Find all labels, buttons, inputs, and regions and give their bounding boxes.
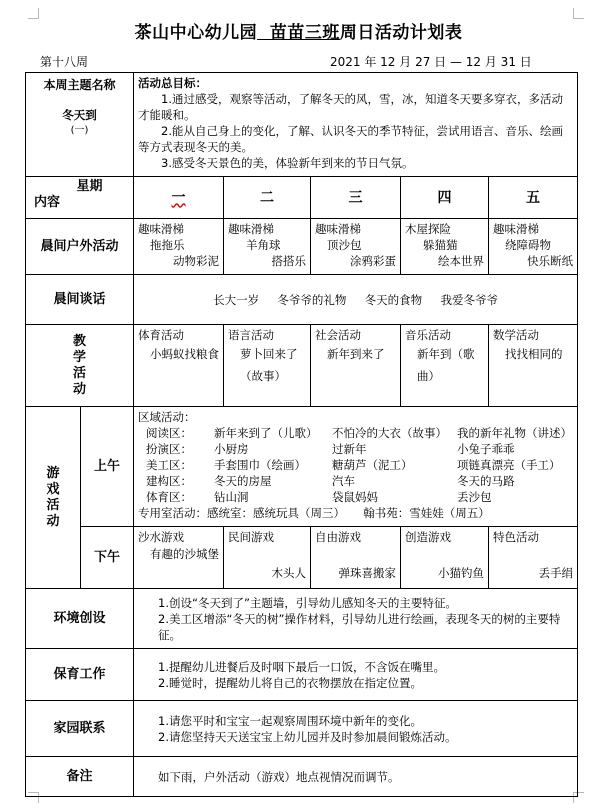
page-title [0,18,597,43]
plan-table [25,72,578,797]
care-content: 1.提醒幼儿进餐后及时咽下最后一口饭，不含饭在嘴里。 2.睡觉时，提醒幼儿将自己的衣物摆放在指定位置。 [134,649,578,701]
week-header-label [26,177,134,219]
region-row: 建构区： 冬天的房屋 汽车 冬天的马路 [146,474,515,488]
goal-item: 3.感受冬天景色的美，体验新年到来的节日气氛。 [161,156,414,170]
home-content: 1.请您平时和宝宝一起观察周围环境中新年的变化。 2.请您坚持天天送宝宝上幼儿园并及时参加晨间锻炼活动。 [134,701,578,757]
games-pm-label: 下午 [81,527,134,589]
environment-row [26,589,578,649]
outdoor-day-2: 趣味滑梯 羊角球 搭搭乐 [224,219,311,275]
header-top: 星期 [76,179,103,194]
care-label: 保育工作 [26,649,134,701]
theme-cell [26,73,134,177]
goal-item: 2.能从自己身上的变化，了解、认识冬天的季节特征，尝试用语言、音乐、绘画等方式表现冬天的美。 [138,124,563,154]
week-header-row [26,177,578,219]
pm-day-1: 沙水游戏 有趣的沙城堡 [134,527,224,589]
goals-cell [134,73,578,177]
region-activities [134,407,578,527]
morning-talk-text: 长大一岁 冬爷爷的礼物 冬天的食物 我爱冬爷爷 [134,275,578,325]
title-class: 苗苗三班 [269,23,340,43]
environment-label: 环境创设 [26,589,134,649]
pm-day-4: 创造游戏 小猫钓鱼 [401,527,489,589]
goal-item: 1.通过感受，观察等活动，了解冬天的风，雪，冰，知道冬天要多穿衣，多活动才能暖和。 [138,92,563,122]
pm-day-3: 自由游戏 弹珠喜搬家 [311,527,401,589]
games-pm-row [26,527,578,589]
special-room-activities: 专用室活动：感统室：感统玩具（周三） 翰书苑：雪娃娃（周五） [138,506,490,520]
outdoor-day-1: 趣味滑梯 拖拖乐 动物彩泥 [134,219,224,275]
teaching-row [26,325,578,407]
morning-talk-label: 晨间谈话 [26,275,134,325]
morning-outdoor-label: 晨间户外活动 [26,219,134,275]
home-label: 家园联系 [26,701,134,757]
teaching-day-1: 体育活动 小蚂蚁找粮食 [134,325,224,407]
day-2: 二 [224,177,311,219]
teaching-day-2: 语言活动 萝卜回来了（故事） [224,325,311,407]
pm-day-2: 民间游戏 木头人 [224,527,311,589]
theme-name: 冬天到 [62,108,97,122]
region-row: 体育区： 钻山洞 袋鼠妈妈 丢沙包 [146,490,492,504]
environment-content: 1.创设“冬天到了”主题墙，引导幼儿感知冬天的主要特征。 2.美工区增添“冬天的树”操作材料，引导幼儿进行绘画，表现冬天的树的主要特征。 [134,589,578,649]
morning-talk-row [26,275,578,325]
morning-outdoor-row [26,219,578,275]
teaching-day-4: 音乐活动 新年到（歌曲） [401,325,489,407]
games-label: 游 戏 活 动 [26,407,81,589]
games-am-row [26,407,578,527]
pm-day-5: 特色活动 丢手绢 [489,527,578,589]
goals-heading: 活动总目标： [138,76,208,90]
teaching-day-5: 数学活动 找找相同的 [489,325,578,407]
date-range: 2021 年 12 月 27 日 — 12 月 31 日 [330,55,532,69]
day-1: 一 [134,177,224,219]
title-suffix: 周日活动计划表 [339,23,463,43]
remarks-content: 如下雨，户外活动（游戏）地点视情况而调节。 [134,757,578,797]
theme-row [26,73,578,177]
day-5: 五 [489,177,578,219]
region-heading: 区域活动： [138,410,196,424]
region-row: 扮演区： 小厨房 过新年 小兔子乖乖 [146,442,515,456]
remarks-row [26,757,578,797]
header-bottom: 内容 [34,195,61,210]
region-row: 阅读区： 新年来到了（儿歌） 不怕冷的大衣（故事） 我的新年礼物（讲述） [146,426,573,440]
remarks-label: 备注 [26,757,134,797]
theme-label: 本周主题名称 [43,78,116,92]
day-4: 四 [401,177,489,219]
home-row [26,701,578,757]
teaching-label: 教 学 活 动 [26,325,134,407]
day-3: 三 [311,177,401,219]
outdoor-day-3: 趣味滑梯 顶沙包 涂鸦彩蛋 [311,219,401,275]
title-school: 茶山中心幼儿园 [134,23,258,43]
theme-sub: (一) [70,125,89,136]
region-row: 美工区： 手套围巾（绘画） 糖葫芦（泥工） 项链真漂亮（手工） [146,458,561,472]
week-label: 第十八周 [40,55,89,69]
care-row [26,649,578,701]
outdoor-day-5: 趣味滑梯 绕障碍物 快乐断纸 [489,219,578,275]
games-am-label: 上午 [81,407,134,527]
outdoor-day-4: 木屋探险 躲猫猫 绘本世界 [401,219,489,275]
teaching-day-3: 社会活动 新年到来了 [311,325,401,407]
